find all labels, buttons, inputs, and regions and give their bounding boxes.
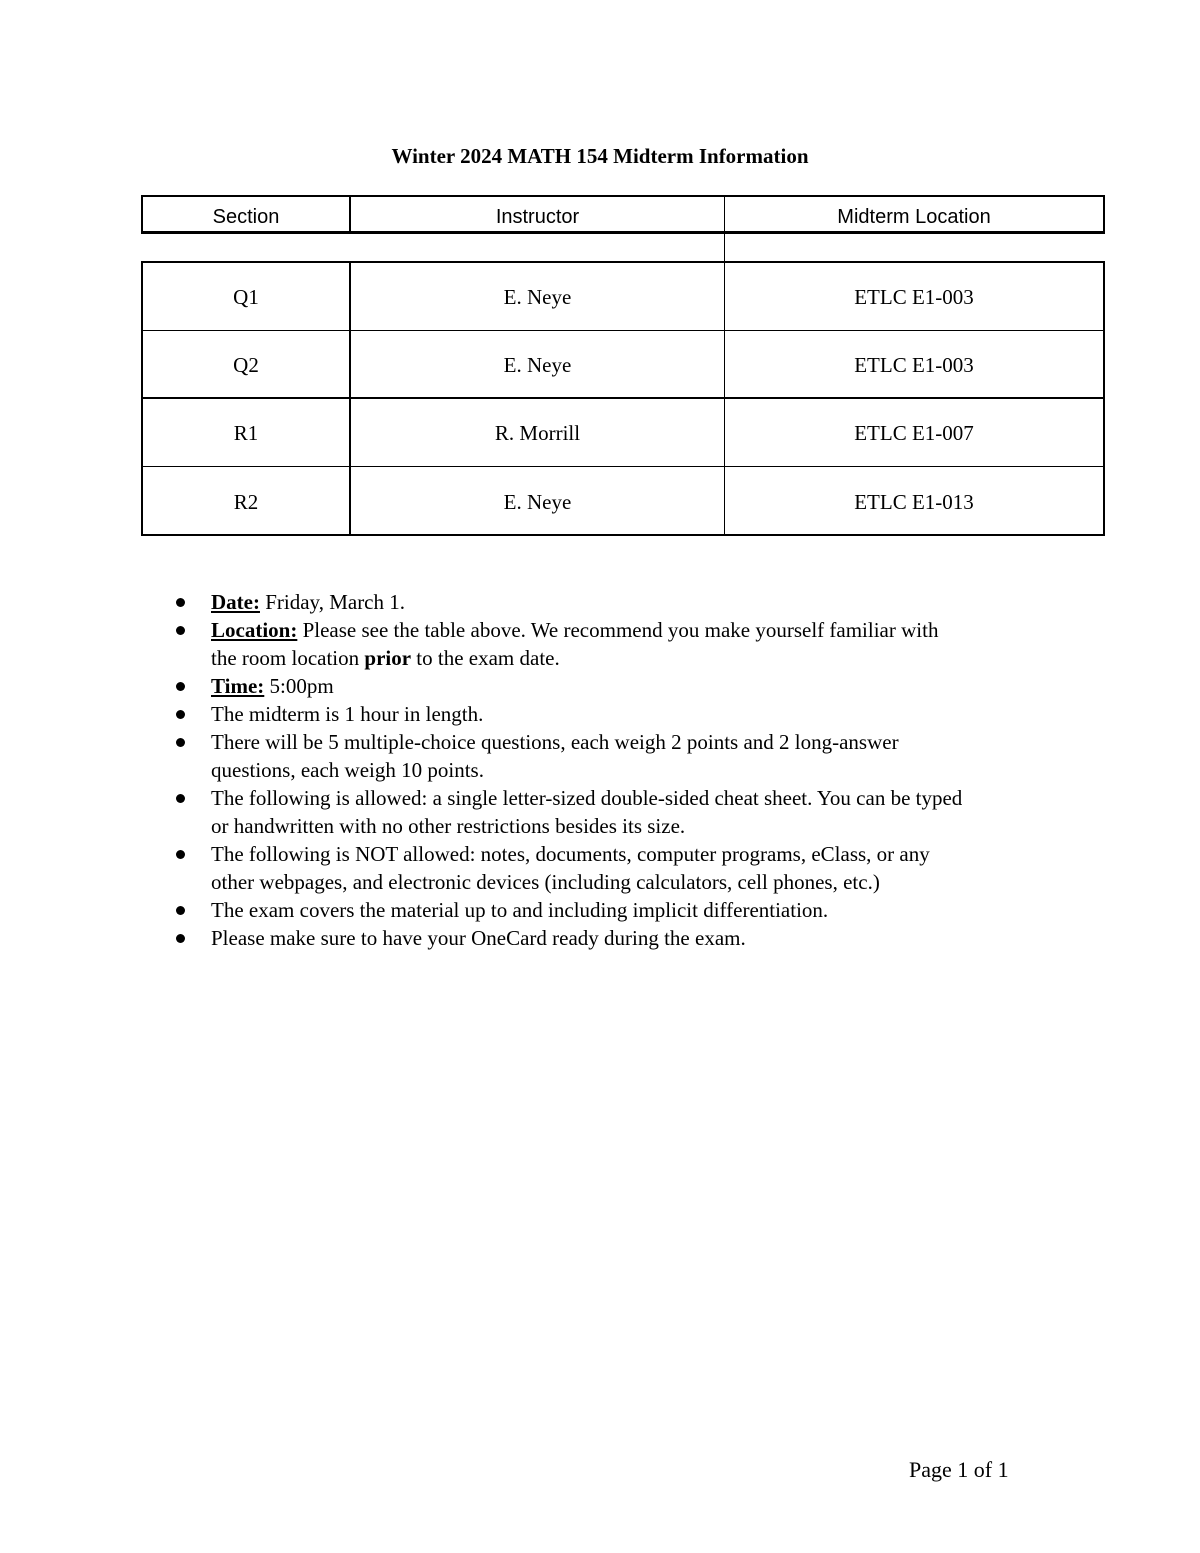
list-item-questions [172,728,1072,784]
table-row-instructor: E. Neye [503,285,572,309]
midterm-location-table [141,195,1105,536]
row-divider [141,330,1105,331]
time-text: 5:00pm [264,674,334,698]
table-row-location: ETLC E1-003 [854,353,974,377]
questions-text: There will be 5 multiple-choice questions, each weigh 2 points and 2 long-answer [211,730,899,754]
date-text: Friday, March 1. [259,590,406,614]
list-item-time [172,672,1072,700]
header-bottom-border [141,231,1105,234]
table-row-location: ETLC E1-003 [854,285,974,309]
header-section: Section [212,206,280,228]
table-top-border [141,195,1105,197]
table-row-section: R1 [233,421,259,445]
column-rule [1103,195,1105,233]
allowed-text-continued: or handwritten with no other restrictions besides its size. [211,814,686,838]
table-row-instructor: E. Neye [503,353,572,377]
location-text-end: to the exam date. [411,646,560,670]
location-label: Location: [211,618,298,642]
length-text: The midterm is 1 hour in length. [211,702,484,726]
table-row-section: Q2 [233,353,259,377]
header-instructor: Instructor [495,206,580,228]
list-item-coverage [172,896,1072,924]
table-row-section: R2 [233,490,259,514]
page-number: Page 1 of 1 [909,1457,1009,1482]
row-divider [141,466,1105,467]
column-rule [1103,261,1105,536]
list-item-not-allowed [172,840,1072,896]
date-label: Date: [211,590,260,614]
table-row-instructor: E. Neye [503,490,572,514]
table-row-section: Q1 [233,285,259,309]
questions-text-continued: questions, each weigh 10 points. [211,758,484,782]
table-row-location: ETLC E1-007 [854,421,974,445]
row-divider [141,397,1105,399]
table-bottom-border [141,534,1105,536]
exam-info-list [172,588,1072,952]
list-item-allowed [172,784,1072,840]
body-top-border [141,261,1105,263]
list-item-location [172,616,1072,672]
onecard-text: Please make sure to have your OneCard ready during the exam. [211,926,746,950]
table-row-location: ETLC E1-013 [854,490,974,514]
list-item-onecard [172,924,1072,952]
list-item-date [172,588,1072,616]
not-allowed-text: The following is NOT allowed: notes, documents, computer programs, eClass, or any [211,842,930,866]
time-label: Time: [211,674,265,698]
coverage-text: The exam covers the material up to and including implicit differentiation. [211,898,829,922]
location-text-continued: the room location [211,646,365,670]
list-item-length [172,700,1072,728]
location-text: Please see the table above. We recommend you make yourself familiar with [297,618,939,642]
page-title: Winter 2024 MATH 154 Midterm Information [391,144,809,168]
header-midterm-location: Midterm Location [837,206,991,228]
not-allowed-text-continued: other webpages, and electronic devices (including calculators, cell phones, etc.) [211,870,880,894]
location-emphasis: prior [364,646,412,670]
allowed-text: The following is allowed: a single letter-sized double-sided cheat sheet. You can be typed [211,786,963,810]
table-row-instructor: R. Morrill [494,421,581,445]
